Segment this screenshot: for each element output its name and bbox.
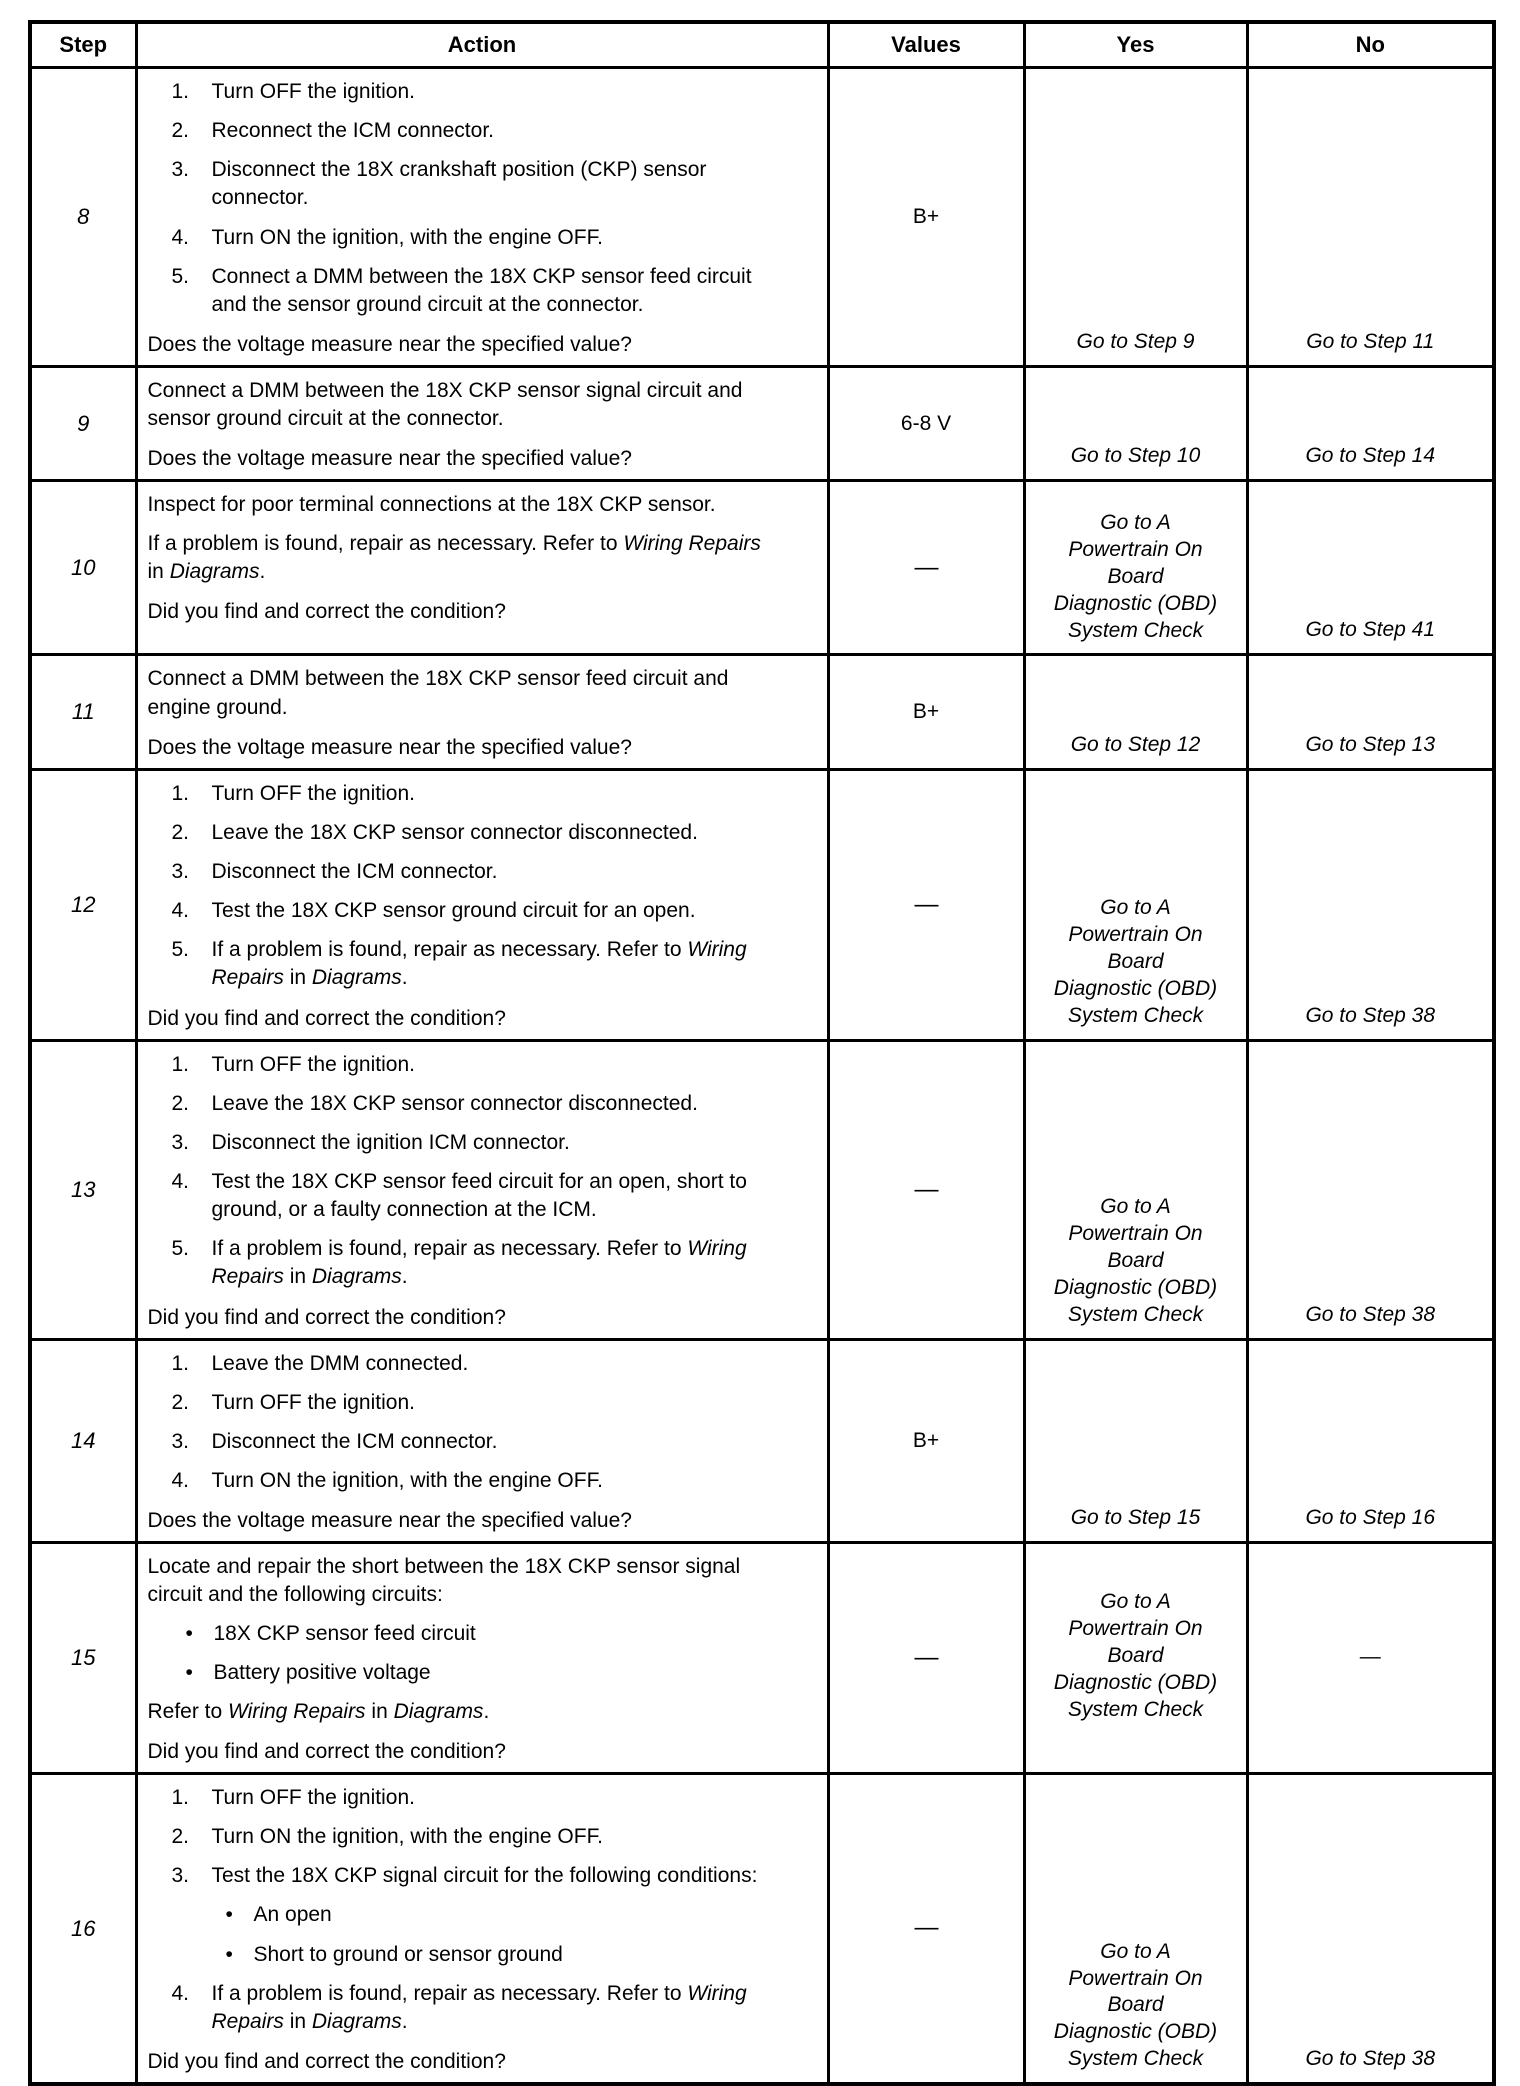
item-text: Disconnect the 18X crankshaft position (CKP) sensor connector. [211, 158, 707, 210]
item-number: 1. [171, 1052, 190, 1076]
item-text: Turn OFF the ignition. [211, 781, 415, 805]
values-text: B+ [912, 204, 940, 228]
action-step-item [172, 1389, 815, 1417]
bullet-glyph: • [185, 1660, 193, 1684]
values-cell [828, 769, 1024, 1040]
goto-line: Diagnostic (OBD) [1053, 1275, 1218, 1299]
yes-cell [1024, 655, 1247, 769]
step-number: 15 [30, 1543, 136, 1774]
values-text: 6-8 V [900, 411, 952, 435]
action-cell [136, 1339, 828, 1543]
no-action-dash: — [1359, 1644, 1381, 1668]
action-bullet-item [226, 1901, 815, 1929]
action-question: Did you find and correct the condition? [147, 2049, 506, 2073]
action-cell [136, 1040, 828, 1339]
action-question: Did you find and correct the condition? [147, 1739, 506, 1763]
action-question: Does the voltage measure near the specified value? [147, 1509, 632, 1533]
goto-step-reference: Go to Step 38 [1305, 2046, 1436, 2070]
step-number: 16 [30, 1774, 136, 2085]
table-row-step-11 [30, 655, 1494, 769]
item-text: Test the 18X CKP signal circuit for the following conditions: [211, 1864, 758, 1888]
goto-line: System Check [1067, 1302, 1204, 1326]
item-number: 5. [171, 938, 190, 962]
action-step-item [172, 936, 815, 992]
goto-step-reference: Go to Step 9 [1076, 329, 1195, 353]
action-paragraph: Connect a DMM between the 18X CKP sensor feed circuit and engine ground. [147, 667, 729, 719]
item-text: Turn OFF the ignition. [211, 1052, 415, 1076]
action-step-item [172, 1129, 815, 1157]
goto-line: Board [1107, 1644, 1164, 1668]
table-row-step-10 [30, 481, 1494, 655]
bullet-text: 18X CKP sensor feed circuit [213, 1621, 476, 1645]
action-step-item [172, 78, 815, 106]
no-cell [1247, 1543, 1494, 1774]
bullet-text: Battery positive voltage [213, 1660, 431, 1684]
action-step-item [172, 1051, 815, 1079]
item-text: Leave the 18X CKP sensor connector disconnected. [211, 1091, 698, 1115]
text-run: Wiring Repairs [228, 1699, 366, 1723]
yes-cell [1024, 769, 1247, 1040]
bullet-glyph: • [185, 1621, 193, 1645]
item-text: Reconnect the ICM connector. [211, 119, 494, 143]
goto-line: Powertrain On [1068, 537, 1203, 561]
action-step-item [172, 1467, 815, 1495]
action-question: Does the voltage measure near the specified value? [147, 332, 632, 356]
item-number: 3. [171, 860, 190, 883]
action-bullet-item [186, 1659, 815, 1687]
goto-step-reference: Go to Step 10 [1070, 444, 1201, 468]
text-run: Wiring Repairs [623, 531, 761, 555]
action-paragraph: Locate and repair the short between the 18X CKP sensor signal circuit and the following circuits: [147, 1555, 741, 1607]
goto-line: Go to A [1100, 511, 1171, 534]
column-header-yes: Yes [1024, 22, 1247, 68]
item-number: 1. [171, 80, 190, 103]
bullet-glyph: • [225, 1903, 233, 1927]
step-number: 11 [30, 655, 136, 769]
item-text: Turn ON the ignition, with the engine OFF. [211, 225, 603, 249]
diagnostic-table [28, 20, 1496, 2086]
goto-obd-reference [1032, 510, 1240, 644]
item-number: 5. [171, 1237, 190, 1261]
goto-line: Powertrain On [1068, 1617, 1203, 1641]
action-paragraph: Refer to Wiring Repairs in Diagrams. [147, 1699, 490, 1723]
goto-obd-reference [1032, 895, 1240, 1029]
goto-line: Board [1107, 1249, 1164, 1272]
goto-line: Diagnostic (OBD) [1053, 2020, 1218, 2044]
action-step-item [172, 1862, 815, 1890]
action-step-item [172, 1350, 815, 1378]
item-number: 2. [171, 1390, 190, 1414]
text-run: Diagrams [393, 1699, 484, 1723]
item-text: Test the 18X CKP sensor feed circuit for an open, short to ground, or a faulty connection at the ICM. [211, 1170, 747, 1222]
table-row-step-14 [30, 1339, 1494, 1543]
item-number: 2. [171, 1091, 190, 1115]
action-bullet-item [186, 1620, 815, 1648]
step-number: 14 [30, 1339, 136, 1543]
yes-cell [1024, 1339, 1247, 1543]
item-text: Turn ON the ignition, with the engine OFF. [211, 1825, 603, 1849]
goto-line: Go to A [1100, 1195, 1171, 1219]
step-number: 13 [30, 1040, 136, 1339]
table-row-step-8 [30, 68, 1494, 367]
goto-obd-reference [1032, 1939, 1240, 2073]
table-row-step-16 [30, 1774, 1494, 2085]
action-cell [136, 1774, 828, 2085]
text-run: Diagrams [169, 559, 260, 583]
no-cell [1247, 1040, 1494, 1339]
text-run: Diagrams [311, 966, 402, 990]
text-run: Diagrams [311, 1265, 402, 1289]
bullet-glyph: • [225, 1942, 233, 1966]
goto-obd-reference [1032, 1194, 1240, 1328]
action-step-item [172, 1090, 815, 1118]
no-cell [1247, 769, 1494, 1040]
action-bullet-item [226, 1941, 815, 1969]
yes-cell [1024, 1774, 1247, 2085]
step-number: 8 [30, 68, 136, 367]
item-text: Disconnect the ICM connector. [211, 1429, 498, 1453]
values-cell [828, 1339, 1024, 1543]
item-text: Test the 18X CKP sensor ground circuit for an open. [211, 899, 696, 923]
action-step-item [172, 263, 815, 319]
goto-step-reference: Go to Step 16 [1305, 1506, 1436, 1530]
goto-line: Diagnostic (OBD) [1053, 1671, 1218, 1695]
goto-line: Powertrain On [1068, 1222, 1203, 1246]
text-run: Wiring Repairs [211, 938, 747, 990]
item-number: 3. [171, 158, 190, 182]
action-question: Does the voltage measure near the specified value? [147, 447, 632, 471]
no-cell [1247, 481, 1494, 655]
action-cell [136, 68, 828, 367]
goto-line: Powertrain On [1068, 1966, 1203, 1990]
item-number: 4. [171, 899, 190, 923]
item-number: 1. [171, 781, 190, 805]
values-cell [828, 1543, 1024, 1774]
action-step-item [172, 858, 815, 886]
item-number: 4. [171, 1981, 190, 2005]
action-step-item [172, 819, 815, 847]
action-question: Did you find and correct the condition? [147, 1006, 506, 1030]
yes-cell [1024, 1040, 1247, 1339]
goto-line: Board [1107, 1993, 1164, 2017]
item-text: Disconnect the ignition ICM connector. [211, 1130, 570, 1154]
action-step-item [172, 1428, 815, 1456]
bullet-text: An open [253, 1903, 332, 1927]
yes-cell [1024, 481, 1247, 655]
values-cell [828, 481, 1024, 655]
goto-step-reference: Go to Step 38 [1305, 1003, 1436, 1027]
action-question: Does the voltage measure near the specified value? [147, 735, 632, 759]
table-row-step-12 [30, 769, 1494, 1040]
item-text: Leave the DMM connected. [211, 1351, 469, 1375]
values-text: — [914, 1175, 938, 1203]
column-header-values: Values [828, 22, 1024, 68]
item-text: Leave the 18X CKP sensor connector disconnected. [211, 820, 698, 844]
text-run: Diagrams [311, 2009, 402, 2033]
item-text: If a problem is found, repair as necessary. Refer to Wiring Repairs in Diagrams. [211, 1237, 747, 1289]
goto-line: System Check [1067, 618, 1204, 642]
no-cell [1247, 68, 1494, 367]
column-header-step: Step [30, 22, 136, 68]
item-number: 1. [171, 1351, 190, 1375]
no-cell [1247, 367, 1494, 481]
table-row-step-9 [30, 367, 1494, 481]
item-text: If a problem is found, repair as necessary. Refer to Wiring Repairs in Diagrams. [211, 1981, 747, 2033]
no-cell [1247, 1339, 1494, 1543]
item-text: Turn OFF the ignition. [211, 1786, 415, 1809]
action-step-item [172, 224, 815, 252]
item-number: 5. [171, 264, 190, 288]
action-question: Did you find and correct the condition? [147, 1305, 506, 1329]
item-number: 3. [171, 1130, 190, 1154]
action-question: Did you find and correct the condition? [147, 599, 506, 623]
no-cell [1247, 1774, 1494, 2085]
values-text: — [914, 553, 938, 581]
item-number: 2. [171, 820, 190, 844]
action-step-item [172, 1235, 815, 1291]
goto-step-reference: Go to Step 14 [1305, 444, 1436, 468]
goto-line: Powertrain On [1068, 923, 1203, 947]
values-cell [828, 1040, 1024, 1339]
action-step-item [172, 1784, 815, 1812]
goto-line: System Check [1067, 2047, 1204, 2071]
item-text: Turn ON the ignition, with the engine OFF. [211, 1469, 603, 1492]
step-number: 10 [30, 481, 136, 655]
item-number: 1. [171, 1786, 190, 1809]
action-cell [136, 769, 828, 1040]
goto-line: Diagnostic (OBD) [1053, 976, 1218, 1000]
action-cell [136, 367, 828, 481]
values-text: — [914, 1644, 938, 1672]
goto-step-reference: Go to Step 13 [1305, 732, 1436, 756]
item-number: 4. [171, 1170, 190, 1193]
action-step-item [172, 1980, 815, 2036]
yes-cell [1024, 68, 1247, 367]
step-number: 9 [30, 367, 136, 481]
values-cell [828, 367, 1024, 481]
goto-step-reference: Go to Step 15 [1070, 1506, 1201, 1530]
column-header-action: Action [136, 22, 828, 68]
goto-line: Board [1107, 564, 1164, 588]
values-cell [828, 1774, 1024, 2085]
item-number: 4. [171, 1469, 190, 1492]
item-text: Connect a DMM between the 18X CKP sensor feed circuit and the sensor ground circuit at the connector. [211, 264, 752, 316]
action-paragraph: Connect a DMM between the 18X CKP sensor signal circuit and sensor ground circuit at the connector. [147, 379, 743, 431]
values-cell [828, 68, 1024, 367]
goto-line: Go to A [1100, 1590, 1171, 1614]
action-step-item [172, 1823, 815, 1851]
values-text: B+ [912, 700, 940, 723]
item-number: 3. [171, 1429, 190, 1453]
yes-cell [1024, 367, 1247, 481]
action-step-item [172, 1168, 815, 1224]
goto-line: Go to A [1100, 1939, 1171, 1963]
action-step-item [172, 117, 815, 145]
item-text: Turn OFF the ignition. [211, 80, 415, 103]
item-number: 3. [171, 1864, 190, 1888]
values-cell [828, 655, 1024, 769]
goto-line: Board [1107, 950, 1164, 973]
values-text: — [914, 890, 938, 918]
action-cell [136, 1543, 828, 1774]
action-step-item [172, 156, 815, 212]
item-number: 2. [171, 1825, 190, 1849]
no-cell [1247, 655, 1494, 769]
goto-line: System Check [1067, 1697, 1204, 1721]
action-step-item [172, 780, 815, 808]
item-text: Disconnect the ICM connector. [211, 860, 498, 883]
item-number: 2. [171, 119, 190, 143]
action-paragraph: If a problem is found, repair as necessary. Refer to Wiring Repairs in Diagrams. [147, 531, 761, 583]
bullet-text: Short to ground or sensor ground [253, 1942, 563, 1966]
values-text: B+ [912, 1428, 940, 1452]
goto-step-reference: Go to Step 41 [1305, 618, 1436, 642]
table-header-row [30, 22, 1494, 68]
goto-obd-reference [1032, 1589, 1240, 1723]
action-step-item [172, 897, 815, 925]
action-paragraph: Inspect for poor terminal connections at the 18X CKP sensor. [147, 493, 716, 517]
item-text: Turn OFF the ignition. [211, 1390, 415, 1414]
yes-cell [1024, 1543, 1247, 1774]
goto-line: Diagnostic (OBD) [1053, 591, 1218, 615]
item-number: 4. [171, 225, 190, 249]
goto-step-reference: Go to Step 12 [1070, 732, 1201, 756]
table-row-step-15 [30, 1543, 1494, 1774]
goto-line: Go to A [1100, 896, 1171, 920]
values-text: — [914, 1914, 938, 1942]
goto-step-reference: Go to Step 38 [1305, 1302, 1436, 1326]
goto-line: System Check [1067, 1003, 1204, 1027]
table-row-step-13 [30, 1040, 1494, 1339]
text-run: Wiring Repairs [211, 1981, 747, 2033]
text-run: Wiring Repairs [211, 1237, 747, 1289]
column-header-no: No [1247, 22, 1494, 68]
item-text: If a problem is found, repair as necessary. Refer to Wiring Repairs in Diagrams. [211, 938, 747, 990]
action-cell [136, 655, 828, 769]
goto-step-reference: Go to Step 11 [1306, 329, 1435, 353]
action-cell [136, 481, 828, 655]
step-number: 12 [30, 769, 136, 1040]
